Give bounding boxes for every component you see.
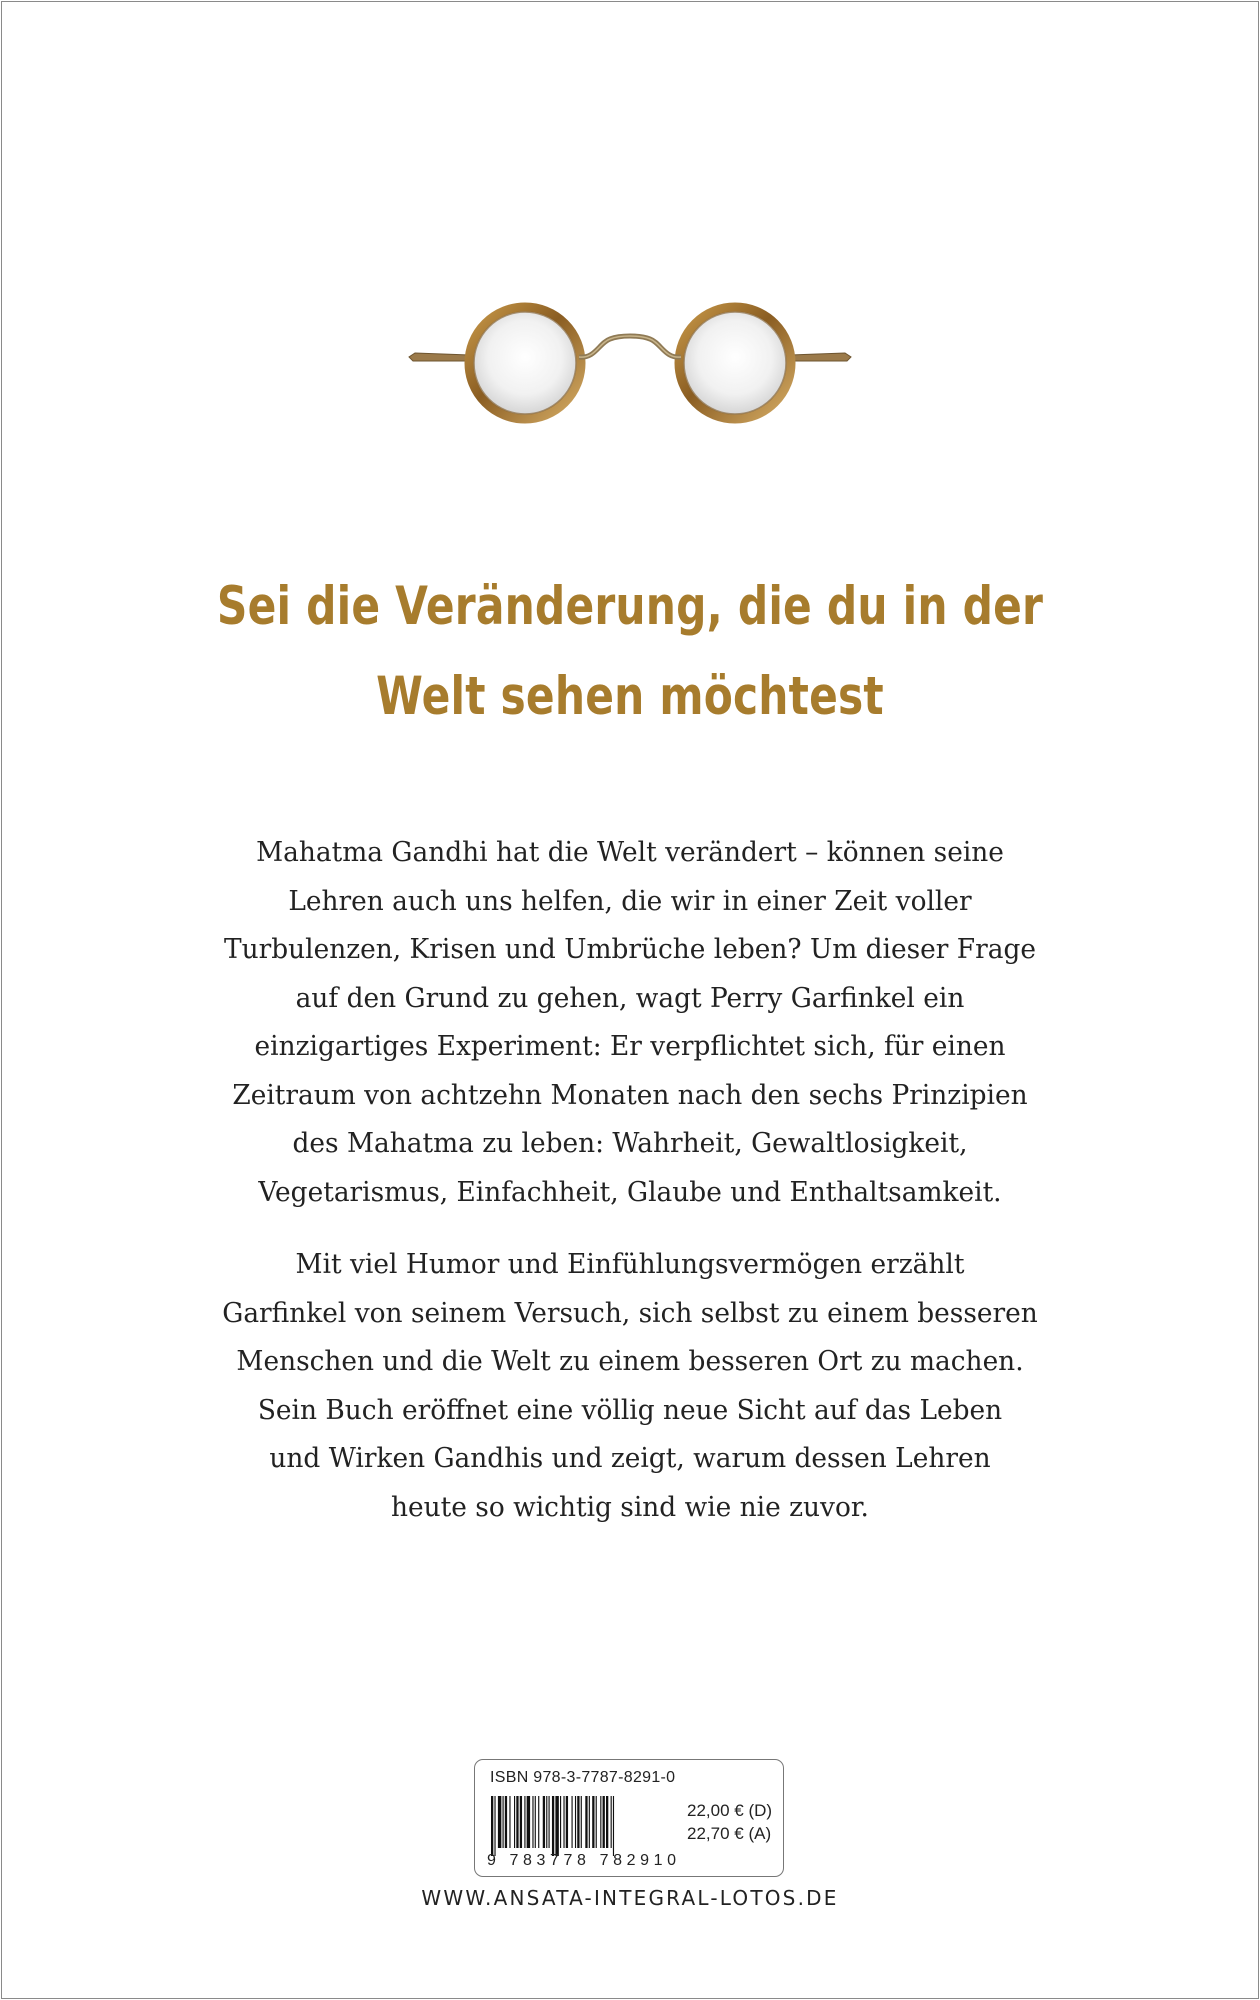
text-line: heute so wichtig sind wie nie zuvor. (391, 1490, 869, 1523)
barcode-digits: 9 783778 782910 (487, 1852, 681, 1869)
text-line: Menschen und die Welt zu einem besseren Ort zu machen. (236, 1345, 1024, 1377)
text-line: Garfinkel von seinem Versuch, sich selbst zu einem besseren (222, 1296, 1038, 1329)
isbn-label: ISBN 978-3-7787-8291-0 (490, 1769, 676, 1786)
barcode-icon (485, 1796, 667, 1858)
text-line: einzigartiges Experiment: Er verpflichtet sich, für einen (254, 1030, 1006, 1062)
text-line: des Mahatma zu leben: Wahrheit, Gewaltlosigkeit, (292, 1127, 968, 1159)
text-line: Vegetarismus, Einfachheit, Glaube und Enthaltsamkeit. (258, 1175, 1002, 1208)
text-line: Turbulenzen, Krisen und Umbrüche leben? Um dieser Frage (224, 933, 1036, 965)
text-line: Sein Buch eröffnet eine völlig neue Sicht auf das Leben (257, 1393, 1003, 1426)
headline-line: Welt sehen möchtest (376, 666, 884, 727)
text-line: Zeitraum von achtzehn Monaten nach den sechs Prinzipien (232, 1078, 1028, 1111)
round-spectacles-icon (405, 295, 855, 445)
text-line: auf den Grund zu gehen, wagt Perry Garfinkel ein (295, 981, 965, 1014)
text-line: Lehren auch uns helfen, die wir in einer Zeit voller (288, 884, 972, 917)
price-germany: 22,00 € (D) (687, 1801, 773, 1820)
publisher-website: WWW.ANSATA-INTEGRAL-LOTOS.DE (421, 1886, 839, 1910)
headline (126, 562, 1134, 742)
text-line: Mit viel Humor und Einfühlungsvermögen erzählt (295, 1248, 965, 1280)
description-paragraph-2 (25, 1240, 1235, 1531)
price-austria: 22,70 € (A) (687, 1824, 772, 1843)
text-line: und Wirken Gandhis und zeigt, warum dessen Lehren (269, 1442, 991, 1474)
headline-line: Sei die Veränderung, die du in der (216, 576, 1044, 637)
text-line: Mahatma Gandhi hat die Welt verändert – können seine (256, 836, 1004, 868)
barcode-box (474, 1759, 784, 1877)
description-paragraph-1 (25, 828, 1235, 1216)
